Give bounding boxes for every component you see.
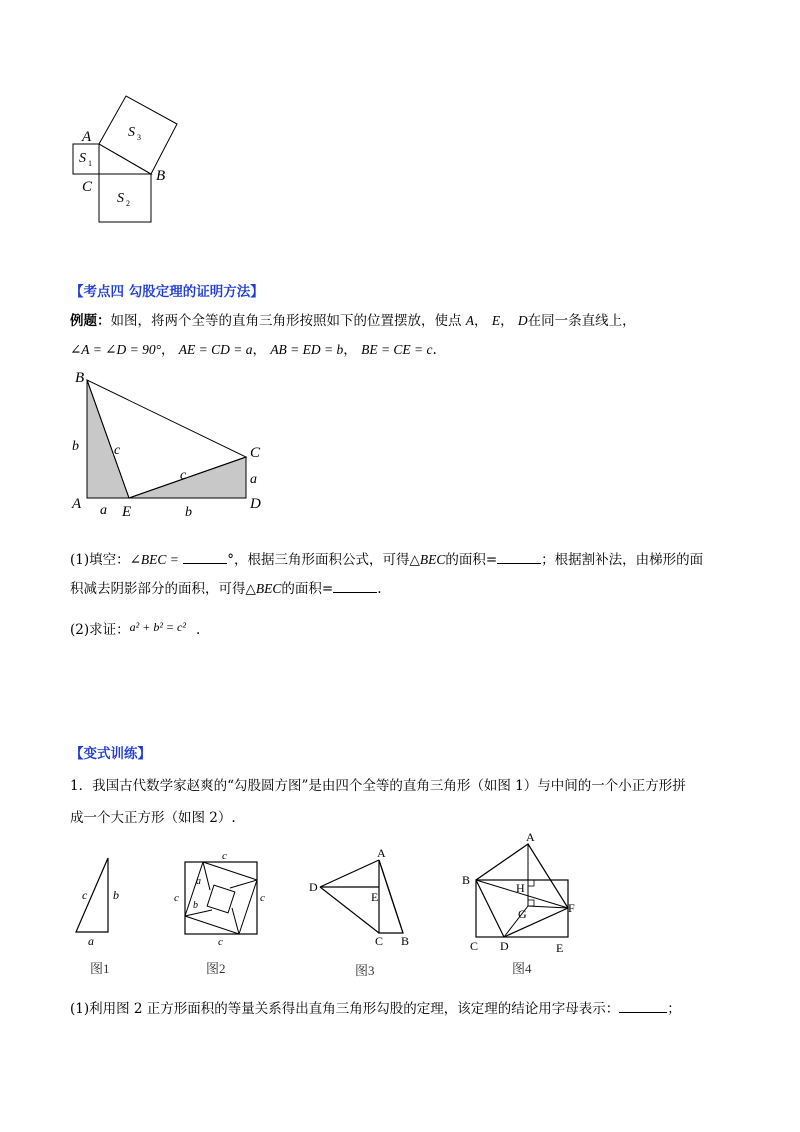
- fig4-label-c: C: [470, 939, 479, 952]
- point-a: A: [465, 313, 475, 328]
- eq-ae-cd: AE = CD = a: [178, 342, 253, 357]
- label-s1: S: [79, 151, 86, 166]
- q1-deg: °，根据三角形面积公式，可得: [227, 552, 410, 568]
- fig3-label-b: B: [401, 934, 410, 948]
- label-s2-sub: 2: [126, 199, 130, 208]
- fig4-right-angle-g: [528, 900, 534, 906]
- label-a-right: a: [250, 472, 257, 487]
- figure-1-right-triangle: [66, 852, 136, 948]
- q2-prefix: (2)求证：: [70, 622, 130, 638]
- label-a: A: [82, 129, 92, 145]
- square-s2: [99, 174, 151, 222]
- caption-fig4: 图4: [512, 961, 532, 976]
- variant-q1-end: ；: [667, 1001, 681, 1017]
- q1-angle: ∠BEC =: [129, 552, 179, 567]
- fig4-label-b: B: [462, 873, 471, 887]
- fig4-label-e: E: [556, 941, 564, 952]
- fig4-label-h: H: [516, 881, 525, 895]
- fig2-label-c-bottom: c: [218, 936, 223, 946]
- example-tail: 在同一条直线上，: [527, 313, 636, 329]
- eq-be-ce: BE = CE = c: [361, 342, 433, 357]
- fig2-center-square: [207, 885, 235, 913]
- fig1-label-a: a: [88, 934, 94, 948]
- fig4-label-f: F: [568, 901, 575, 915]
- fig1-label-c: c: [82, 888, 88, 902]
- angle-eq: ∠A = ∠D = 90°: [70, 342, 161, 357]
- trapezoid-figure: [64, 362, 274, 522]
- q1-mid: 的面积=: [445, 552, 498, 568]
- question-2: [70, 617, 200, 640]
- example-text: 如图，将两个全等的直角三角形按照如下的位置摆放，使点: [110, 313, 462, 329]
- label-b: B: [75, 370, 85, 386]
- fig3-label-e: E: [371, 890, 379, 904]
- fig1-label-b: b: [113, 888, 119, 902]
- q1-line2a: 积减去阴影部分的面积，可得: [70, 581, 246, 597]
- fig2-line-4: [185, 910, 212, 916]
- figure-4: [458, 830, 588, 952]
- q1-prefix: (1)填空：: [70, 552, 130, 568]
- fig2-line-2: [230, 880, 257, 888]
- label-b: B: [156, 168, 166, 184]
- pythagorean-squares-figure: [60, 88, 200, 228]
- fig3-label-a: A: [377, 846, 386, 860]
- figure-2-zhao-square: [170, 850, 270, 946]
- question-1-line-1: [70, 549, 703, 570]
- q2-formula: a² + b² = c²: [129, 620, 186, 634]
- label-c-be: c: [114, 443, 121, 458]
- fig4-label-a: A: [526, 830, 535, 844]
- variant-p1-line1: 1．我国古代数学家赵爽的“勾股圆方图”是由四个全等的直角三角形（如图 1）与中间的一个小正方形拼: [70, 778, 686, 794]
- example-line-2: ∠A = ∠D = 90°， AE = CD = a， AB = ED = b， BE = CE = c.: [70, 342, 437, 358]
- label-d: D: [250, 496, 261, 512]
- fig4-right-angle-h: [528, 880, 534, 886]
- point-d: D: [517, 313, 528, 328]
- fig3-line-ab: [379, 860, 403, 933]
- eq-ab-ed: AB = ED = b: [270, 342, 344, 357]
- label-c-ce: c: [180, 468, 187, 483]
- label-b-left: b: [72, 439, 79, 454]
- q1-end: .: [377, 581, 382, 597]
- fig2-line-1: [203, 862, 210, 890]
- fig2-label-c-right: c: [260, 892, 265, 904]
- q1-tri2: △BEC: [245, 581, 282, 596]
- fig2-outer-square: [185, 862, 257, 934]
- caption-fig2: 图2: [206, 961, 226, 976]
- caption-fig3: 图3: [355, 963, 375, 978]
- example-line-1: 例题：如图，将两个全等的直角三角形按照如下的位置摆放，使点 A， E， D在同一条直线上，: [70, 313, 636, 329]
- fig3-label-d: D: [309, 880, 318, 894]
- fig1-triangle: [76, 858, 108, 932]
- label-a-bottom: a: [100, 503, 107, 518]
- point-e: E: [491, 313, 501, 328]
- label-c: C: [82, 179, 93, 195]
- answer-blank-area2[interactable]: [333, 578, 377, 593]
- answer-blank-angle[interactable]: [183, 549, 227, 564]
- caption-fig1: 图1: [90, 961, 110, 976]
- fig2-label-a: a: [196, 876, 201, 887]
- fig4-label-g: G: [518, 907, 527, 921]
- q1-tail: ；根据割补法，由梯形的面: [541, 552, 704, 568]
- variant-q1-text: (1)利用图 2 正方形面积的等量关系得出直角三角形勾股的定理，该定理的结论用字母表示：: [70, 1001, 620, 1017]
- section-title-4: 【考点四 勾股定理的证明方法】: [70, 284, 264, 300]
- q1-line2b: 的面积=: [281, 581, 334, 597]
- label-s1-sub: 1: [88, 159, 92, 168]
- fig4-label-d: D: [500, 939, 509, 952]
- fig2-inner-square: [185, 862, 257, 934]
- label-s3: S: [128, 125, 135, 140]
- variant-p1-line2: 成一个大正方形（如图 2）.: [70, 810, 236, 826]
- question-1-line-2: [70, 578, 382, 599]
- example-label: 例题：: [70, 313, 111, 329]
- fig2-label-b: b: [193, 900, 198, 911]
- q2-end: .: [195, 622, 201, 638]
- fig2-label-c-left: c: [174, 892, 179, 904]
- fig2-label-c-top: c: [222, 850, 227, 862]
- fig3-label-c: C: [375, 934, 384, 948]
- label-b-bottom: b: [185, 505, 192, 520]
- square-s1: [73, 144, 99, 174]
- answer-blank-area1[interactable]: [497, 549, 541, 564]
- label-c: C: [250, 445, 261, 461]
- label-a: A: [72, 496, 82, 512]
- label-e: E: [122, 504, 132, 520]
- figure-3: [305, 845, 420, 950]
- q1-tri1: △BEC: [409, 552, 446, 567]
- label-s2: S: [117, 191, 124, 206]
- fig3-line-da: [320, 860, 379, 887]
- answer-blank-theorem[interactable]: [619, 998, 667, 1013]
- label-s3-sub: 3: [137, 133, 141, 142]
- section-title-variant: 【变式训练】: [70, 746, 151, 762]
- fig2-line-3: [232, 908, 239, 934]
- variant-question-1: [70, 998, 681, 1019]
